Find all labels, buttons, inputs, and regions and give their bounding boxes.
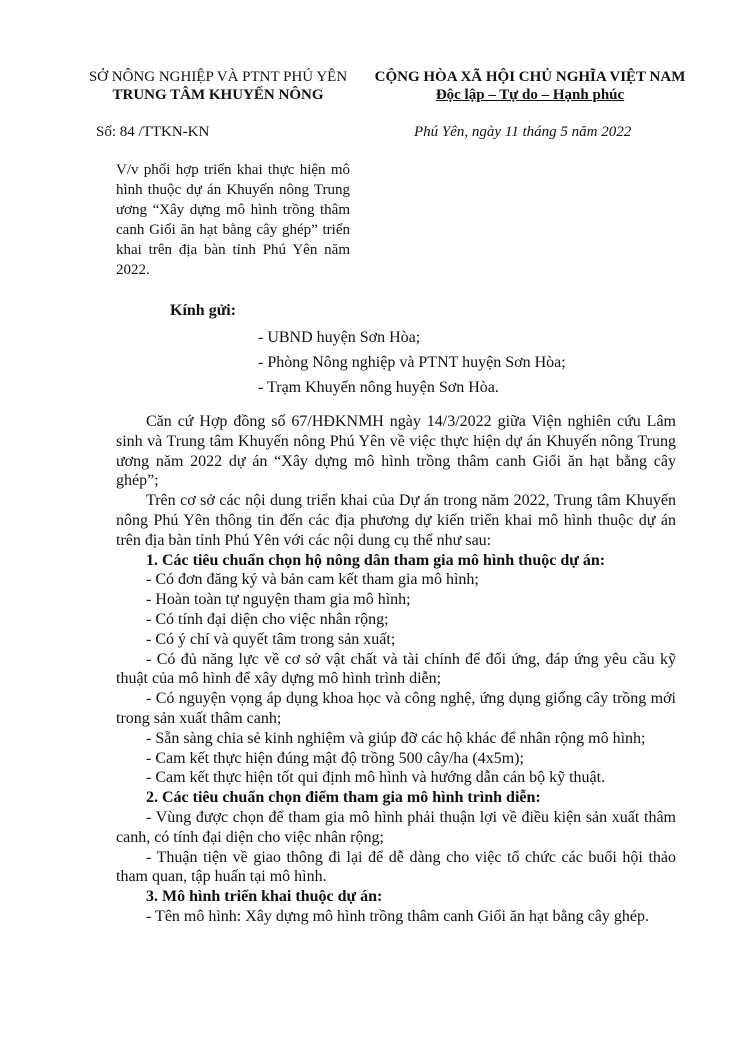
place-date: Phú Yên, ngày 11 tháng 5 năm 2022: [414, 124, 632, 140]
section-heading: 2. Các tiêu chuẩn chọn điểm tham gia mô hình trình diễn:: [146, 789, 541, 807]
agency-parent: SỞ NÔNG NGHIỆP VÀ PTNT PHÚ YÊN: [88, 69, 348, 85]
document-number: Số: 84 /TTKN-KN: [96, 124, 210, 140]
document-body: [116, 412, 676, 927]
body-paragraph: Căn cứ Hợp đồng số 67/HĐKNMH ngày 14/3/2022 giữa Viện nghiên cứu Lâm sinh và Trung tâm Khuyến nông Phú Yên về việc thực hiện dự án Khuyến nông Trung ương năm 2022 dự án “Xây dựng mô hình trồng thâm canh Giổi ăn hạt bằng cây ghép”;: [116, 413, 676, 490]
greeting: Kính gửi:: [170, 302, 237, 319]
list-item: - Sẵn sàng chia sẻ kinh nghiệm và giúp đỡ các hộ khác để nhân rộng mô hình;: [146, 729, 646, 747]
list-item: - Hoàn toàn tự nguyện tham gia mô hình;: [146, 591, 411, 609]
list-item: - Cam kết thực hiện tốt qui định mô hình và hướng dẫn cán bộ kỹ thuật.: [146, 769, 606, 787]
document-subject: V/v phối hợp triển khai thực hiện mô hình thuộc dự án Khuyến nông Trung ương “Xây dựng mô hình trồng thâm canh Giổi ăn hạt bằng cây ghép” triển khai trên địa bàn tỉnh Phú Yên năm 2022.: [116, 162, 350, 278]
body-paragraph: Trên cơ sở các nội dung triển khai của Dự án trong năm 2022, Trung tâm Khuyến nông Phú Yên thông tin đến các địa phương dự kiến triển khai mô hình thuộc dự án trên địa bàn tỉnh Phú Yên với các nội dung cụ thể như sau:: [116, 492, 676, 549]
list-item: - Có tính đại diện cho việc nhân rộng;: [146, 610, 389, 628]
list-item: - Có đủ năng lực về cơ sở vật chất và tài chính để đối ứng, đáp ứng yêu cầu kỹ thuật của mô hình để xây dựng mô hình trình diễn;: [116, 650, 676, 688]
list-item: - Cam kết thực hiện đúng mật độ trồng 500 cây/ha (4x5m);: [146, 749, 524, 767]
country-name: CỘNG HÒA XÃ HỘI CHỦ NGHĨA VIỆT NAM: [374, 69, 686, 85]
recipient-item: - Phòng Nông nghiệp và PTNT huyện Sơn Hòa;: [258, 354, 566, 371]
recipient-item: - Trạm Khuyến nông huyện Sơn Hòa.: [258, 379, 499, 396]
list-item: - Có nguyện vọng áp dụng khoa học và công nghệ, ứng dụng giống cây trồng mới trong sản xuất thâm canh;: [116, 690, 676, 727]
national-header: [372, 68, 688, 104]
list-item: - Thuận tiện về giao thông đi lại để dễ dàng cho việc tổ chức các buổi hội thảo tham quan, tập huấn tại mô hình.: [116, 848, 676, 886]
recipient-item: - UBND huyện Sơn Hòa;: [258, 329, 421, 346]
section-heading: 3. Mô hình triển khai thuộc dự án:: [146, 888, 383, 906]
list-item: - Vùng được chọn để tham gia mô hình phải thuận lợi về điều kiện sản xuất thâm canh, có tính đại diện cho việc nhân rộng;: [116, 808, 676, 846]
agency-name: TRUNG TÂM KHUYẾN NÔNG: [112, 87, 324, 103]
section-heading: 1. Các tiêu chuẩn chọn hộ nông dân tham gia mô hình thuộc dự án:: [146, 551, 606, 569]
list-item: - Tên mô hình: Xây dựng mô hình trồng thâm canh Giổi ăn hạt bằng cây ghép.: [146, 907, 649, 925]
agency-header: [68, 68, 368, 104]
national-motto: Độc lập – Tự do – Hạnh phúc: [435, 87, 625, 103]
list-item: - Có đơn đăng ký và bản cam kết tham gia mô hình;: [146, 571, 479, 589]
list-item: - Có ý chí và quyết tâm trong sản xuất;: [146, 630, 396, 648]
